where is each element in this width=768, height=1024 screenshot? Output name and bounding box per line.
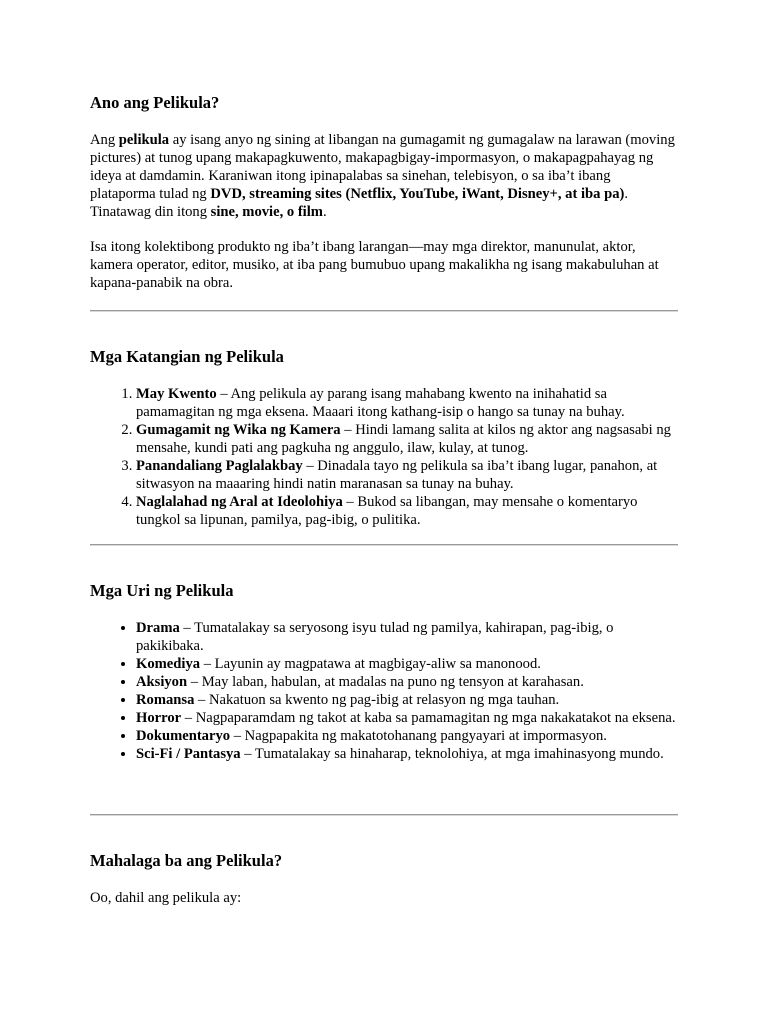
- katangian-item-description: – Hindi lamang salita at kilos ng aktor ang nagsasabi ng mensahe, kundi pati ang pagkuha ng anggulo, ilaw, kulay, at tunog.: [136, 422, 671, 456]
- uri-item-description: – Tumatalakay sa hinaharap, teknolohiya, at mga imahinasyong mundo.: [240, 746, 664, 762]
- katangian-item-term: Naglalahad ng Aral at Ideolohiya: [136, 494, 343, 510]
- uri-item: [136, 655, 678, 673]
- katangian-item: [136, 385, 678, 421]
- mahalaga-paragraph: Oo, dahil ang pelikula ay:: [90, 890, 242, 906]
- uri-item: [136, 691, 678, 709]
- uri-item: [136, 619, 678, 655]
- divider-3: [90, 814, 678, 816]
- katangian-item-term: Gumagamit ng Wika ng Kamera: [136, 422, 341, 438]
- uri-item-term: Horror: [136, 710, 182, 726]
- uri-item: [136, 709, 678, 727]
- uri-item: [136, 727, 678, 745]
- katangian-item-term: Panandaliang Paglalakbay: [136, 458, 303, 474]
- uri-item-description: – Nakatuon sa kwento ng pag-ibig at relasyon ng mga tauhan.: [194, 692, 560, 708]
- katangian-item-term: May Kwento: [136, 386, 217, 402]
- intro-bold-platforms: DVD, streaming sites (Netflix, YouTube, iWant, Disney+, at iba pa): [210, 186, 625, 202]
- collective-paragraph: Isa itong kolektibong produkto ng iba’t ibang larangan—may mga direktor, manunulat, aktor, kamera operator, editor, musiko, at iba pang bumubuo upang makalikha ng isang makabuluhan at kapana-panabik na obra.: [90, 239, 659, 291]
- katangian-list: [90, 385, 678, 529]
- intro-text-3: . Tinatawag din itong: [90, 186, 629, 220]
- katangian-item: [136, 421, 678, 457]
- uri-item-term: Komediya: [136, 656, 201, 672]
- intro-bold-pelikula: pelikula: [118, 132, 170, 148]
- uri-item-description: – Nagpapakita ng makatotohanang pangyayari at impormasyon.: [230, 728, 607, 744]
- uri-list: [90, 619, 678, 763]
- uri-item-description: – May laban, habulan, at madalas na puno ng tensyon at karahasan.: [187, 674, 584, 690]
- divider-1: [90, 310, 678, 312]
- uri-item-description: – Nagpaparamdam ng takot at kaba sa pamamagitan ng mga nakakatakot na eksena.: [181, 710, 676, 726]
- intro-text-2: ay isang anyo ng sining at libangan na gumagamit ng gumagalaw na larawan (moving pictures) at tunog upang makapagkuwento, makapagbigay-impormasyon, o makapagpahayag ng ideya at damdamin. Karaniwan itong ipinapalabas sa sinehan, telebisyon, o sa iba’t ibang plataporma tulad ng: [90, 132, 675, 202]
- uri-item: [136, 673, 678, 691]
- intro-paragraph: [90, 131, 678, 221]
- uri-item-description: – Layunin ay magpatawa at magbigay-aliw sa manonood.: [200, 656, 541, 672]
- uri-item-term: Sci-Fi / Pantasya: [136, 746, 241, 762]
- section-title-ano-ang-pelikula: Ano ang Pelikula?: [90, 93, 220, 112]
- katangian-item-description: – Ang pelikula ay parang isang mahabang kwento na inihahatid sa pamamagitan ng mga eksena. Maaari itong kathang-isip o hango sa tunay na buhay.: [136, 386, 625, 420]
- section-title-katangian: Mga Katangian ng Pelikula: [90, 347, 284, 366]
- uri-item-term: Romansa: [136, 692, 195, 708]
- uri-item-term: Aksiyon: [136, 674, 188, 690]
- uri-item: [136, 745, 678, 763]
- uri-item-term: Drama: [136, 620, 180, 636]
- uri-item-term: Dokumentaryo: [136, 728, 231, 744]
- section-title-mahalaga: Mahalaga ba ang Pelikula?: [90, 851, 283, 870]
- katangian-item: [136, 493, 678, 529]
- uri-item-description: – Tumatalakay sa seryosong isyu tulad ng pamilya, kahirapan, pag-ibig, o pakikibaka.: [136, 620, 614, 654]
- divider-2: [90, 544, 678, 546]
- intro-bold-synonyms: sine, movie, o film: [210, 204, 323, 220]
- intro-text-4: .: [322, 204, 327, 220]
- intro-text-1: Ang: [90, 132, 119, 148]
- katangian-item: [136, 457, 678, 493]
- katangian-item-description: – Dinadala tayo ng pelikula sa iba’t ibang lugar, panahon, at sitwasyon na maaaring hindi natin maranasan sa tunay na buhay.: [136, 458, 658, 492]
- katangian-item-description: – Bukod sa libangan, may mensahe o komentaryo tungkol sa lipunan, pamilya, pag-ibig, o pulitika.: [136, 494, 638, 528]
- section-title-uri: Mga Uri ng Pelikula: [90, 581, 234, 600]
